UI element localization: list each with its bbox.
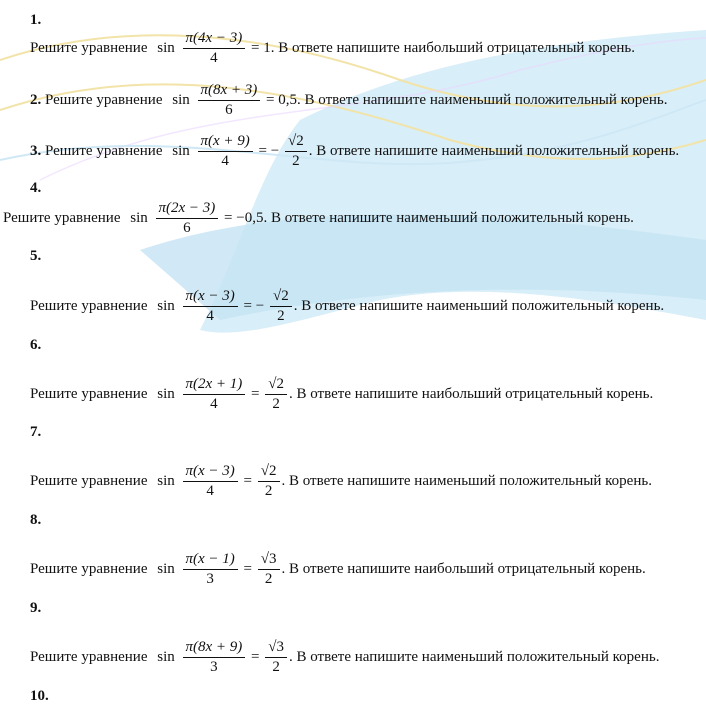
problem-1-statement: Решите уравнение sin $\frac{\pi(4x - 3)}{4}$ = 1. В ответе напишите наибольший отрицательный корень. [30,30,635,66]
problem-6-statement: Решите уравнение sin $\frac{\pi(2x + 1)}{4}$ = $\frac{√2}{2}$ . В ответе напишите наибольший отрицательный корень. [30,376,654,412]
problem-2-statement: 2. Решите уравнение sin $\frac{\pi(8x + 3)}{6}$ = 0,5. В ответе напишите наименьший положительный корень. [30,82,668,118]
problem-number: 10. [30,688,49,704]
problem-number: 6. [30,337,42,353]
argument-fraction: $\frac{\pi(4x - 3)}{4}$ [183,30,246,67]
problem-4-statement: Решите уравнение sin $\frac{\pi(2x - 3)}{6}$ = −0,5. В ответе напишите наименьший положительный корень. [3,200,634,236]
problem-3-statement: 3. Решите уравнение sin $\frac{\pi(x + 9)}{4}$ = − $\frac{√2}{2}$ . В ответе напишите наименьший положительный корень. [30,133,680,169]
problem-number: 8. [30,512,42,528]
problem-9-statement: Решите уравнение sin $\frac{\pi(8x + 9)}{3}$ = $\frac{√3}{2}$ . В ответе напишите наименьший положительный корень. [30,639,660,675]
problem-8-statement: Решите уравнение sin $\frac{\pi(x - 1)}{3}$ = $\frac{√3}{2}$ . В ответе напишите наибольший отрицательный корень. [30,551,646,587]
problem-number: 9. [30,600,42,616]
argument-fraction: $\frac{\pi(8x + 3)}{6}$ [198,82,261,119]
problem-number: 7. [30,424,42,440]
problem-5-statement: Решите уравнение sin $\frac{\pi(x - 3)}{4}$ = − $\frac{√2}{2}$ . В ответе напишите наименьший положительный корень. [30,288,665,324]
problem-number: 1. [30,12,42,28]
problem-7-statement: Решите уравнение sin $\frac{\pi(x - 3)}{4}$ = $\frac{√2}{2}$ . В ответе напишите наименьший положительный корень. [30,463,652,499]
problem-number: 4. [30,180,42,196]
problem-number: 5. [30,248,42,264]
